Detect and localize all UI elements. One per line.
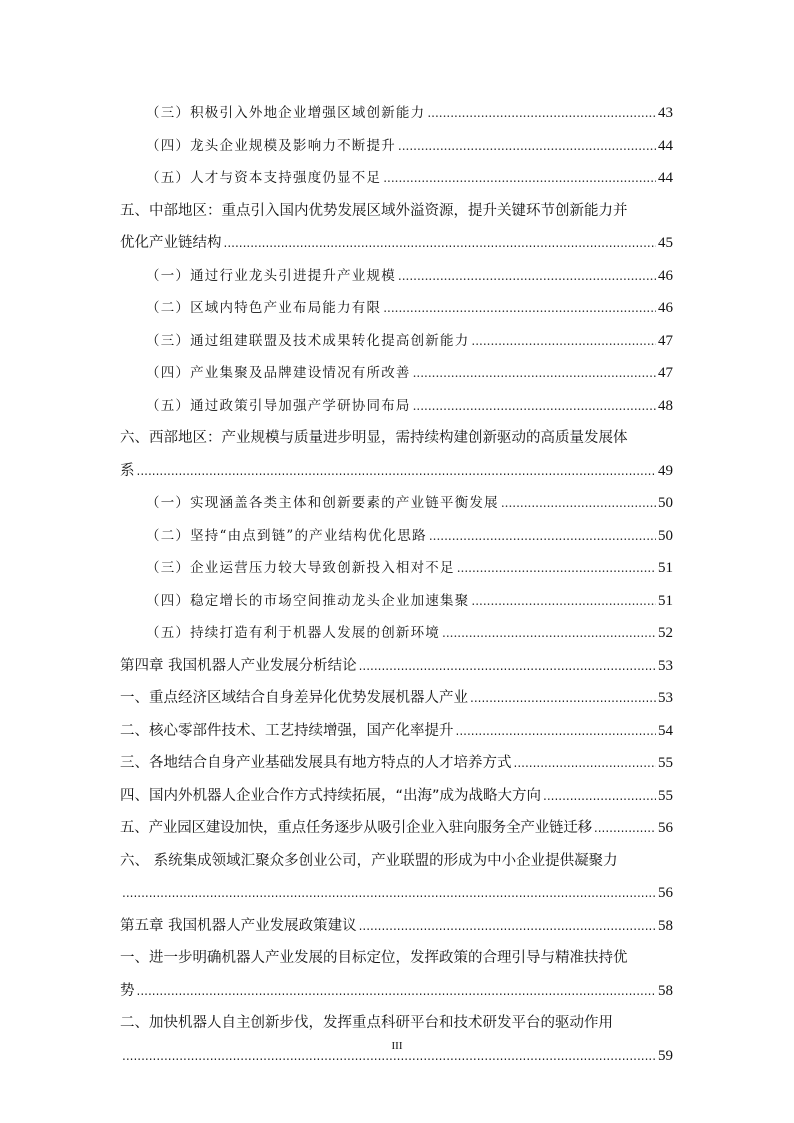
toc-entry-title: （四）产业集聚及品牌建设情况有所改善: [146, 365, 411, 381]
toc-leader-dots: [383, 292, 656, 325]
toc-leader-dots: [471, 585, 656, 618]
toc-entry-title: 第五章 我国机器人产业发展政策建议: [120, 917, 357, 934]
toc-entry-title-line1: 六、 系统集成领域汇聚众多创业公司，产业联盟的形成为中小企业提供凝聚力: [120, 852, 618, 869]
toc-entry[interactable]: [120, 942, 673, 1007]
toc-entry-title: 系: [120, 462, 135, 479]
toc-page-number: 54: [658, 722, 673, 739]
toc-entry-title: （五）持续打造有利于机器人发展的创新环境: [146, 625, 440, 641]
toc-entry-title: 优化产业链结构: [120, 235, 222, 251]
toc-entry-title: 一、重点经济区域结合自身差异化优势发展机器人产业: [120, 690, 468, 706]
toc-leader-dots: [224, 227, 657, 260]
toc-entry-title: （四）稳定增长的市场空间推动龙头企业加速集聚: [146, 592, 470, 609]
toc-leader-dots: [514, 747, 657, 780]
toc-entry[interactable]: [120, 195, 673, 260]
toc-leader-dots: [413, 357, 656, 390]
toc-entry[interactable]: [120, 422, 673, 487]
toc-page-number: 44: [658, 170, 673, 186]
toc-leader-dots: [122, 877, 656, 910]
toc-leader-dots: [543, 780, 656, 813]
toc-page-number: 55: [658, 755, 673, 771]
toc-page-number: 49: [658, 462, 673, 479]
page-folio: III: [391, 1040, 403, 1052]
toc-leader-dots: [501, 487, 656, 520]
toc-leader-dots: [137, 455, 657, 488]
toc-page-number: 46: [658, 267, 673, 284]
toc-page-number: 51: [658, 560, 673, 576]
toc-leader-dots: [594, 812, 656, 845]
toc-entry-title: 二、核心零部件技术、工艺持续增强，国产化率提升: [120, 722, 454, 739]
toc-leader-dots: [470, 682, 656, 715]
toc-entry[interactable]: [120, 552, 673, 585]
toc-page-number: 53: [658, 657, 673, 674]
toc-entry-title: 五、产业园区建设加快，重点任务逐步从吸引企业入驻向服务全产业链迁移: [120, 820, 592, 836]
toc-entry-title: 第四章 我国机器人产业发展分析结论: [120, 657, 357, 674]
toc-entry[interactable]: [120, 487, 673, 520]
toc-page-number: 59: [658, 1047, 673, 1064]
toc-entry-title: （三）积极引入外地企业增强区域创新能力: [146, 105, 426, 121]
toc-entry-title-line1: 五、中部地区：重点引入国内优势发展区域外溢资源，提升关键环节创新能力并: [120, 202, 628, 219]
toc-entry-title-line1: 六、西部地区：产业规模与质量进步明显，需持续构建创新驱动的高质量发展体: [120, 430, 628, 446]
toc-leader-dots: [427, 97, 656, 130]
toc-page-number: 44: [658, 137, 673, 154]
toc-page-number: 43: [658, 105, 673, 121]
toc-entry[interactable]: [120, 292, 673, 325]
toc-page-number: 53: [658, 690, 673, 706]
toc-entry[interactable]: [120, 780, 673, 813]
toc-entry-title: （一）实现涵盖各类主体和创新要素的产业链平衡发展: [146, 495, 499, 511]
toc-page-number: 47: [658, 365, 673, 381]
toc-entry[interactable]: [120, 130, 673, 163]
toc-leader-dots: [383, 162, 656, 195]
toc-entry-title: （二）区域内特色产业布局能力有限: [146, 300, 382, 316]
toc-entry-title: （一）通过行业龙头引进提升产业规模: [146, 267, 396, 284]
toc-entry-title-line1: 二、加快机器人自主创新步伐，发挥重点科研平台和技术研发平台的驱动作用: [120, 1015, 613, 1031]
toc-entry-title: 三、各地结合自身产业基础发展具有地方特点的人才培养方式: [120, 755, 512, 771]
toc-leader-dots: [359, 650, 656, 683]
toc-page-number: 50: [658, 527, 673, 544]
toc-leader-dots: [398, 260, 656, 293]
toc-page-number: 52: [658, 625, 673, 641]
toc-leader-dots: [456, 715, 657, 748]
toc-page-number: 47: [658, 332, 673, 349]
toc-entry-title: 势: [120, 982, 135, 999]
toc-entry[interactable]: [120, 650, 673, 683]
toc-entry[interactable]: [120, 747, 673, 780]
toc-entry[interactable]: [120, 357, 673, 390]
toc-entry[interactable]: [120, 617, 673, 650]
toc-entry[interactable]: [120, 97, 673, 130]
toc-entry[interactable]: [120, 910, 673, 943]
toc-entry[interactable]: [120, 812, 673, 845]
toc-entry-title: （三）企业运营压力较大导致创新投入相对不足: [146, 560, 455, 576]
toc-page-number: 58: [658, 917, 673, 934]
toc-page-number: 48: [658, 397, 673, 414]
toc-leader-dots: [429, 520, 656, 553]
toc-leader-dots: [137, 975, 657, 1008]
toc-leader-dots: [457, 552, 656, 585]
toc-leader-dots: [359, 910, 656, 943]
toc-entry[interactable]: [120, 845, 673, 910]
toc-entry-title: （二）坚持“由点到链”的产业结构优化思路: [146, 527, 427, 544]
toc-page-number: 56: [658, 820, 673, 836]
toc-leader-dots: [471, 325, 656, 358]
table-of-contents: [120, 97, 673, 1072]
toc-page-number: 56: [658, 885, 673, 901]
toc-entry-title: （三）通过组建联盟及技术成果转化提高创新能力: [146, 332, 470, 349]
toc-entry[interactable]: [120, 390, 673, 423]
toc-entry-title: （五）通过政策引导加强产学研协同布局: [146, 397, 411, 414]
toc-entry[interactable]: [120, 520, 673, 553]
toc-entry-title: （四）龙头企业规模及影响力不断提升: [146, 137, 396, 154]
toc-page-number: 46: [658, 300, 673, 316]
toc-page-number: 55: [658, 787, 673, 804]
toc-page-number: 45: [658, 235, 673, 251]
toc-entry-title-line1: 一、进一步明确机器人产业发展的目标定位，发挥政策的合理引导与精准扶持优: [120, 950, 628, 966]
toc-page-number: 51: [658, 592, 673, 609]
toc-entry-title: 四、国内外机器人企业合作方式持续拓展，“出海”成为战略大方向: [120, 787, 542, 804]
toc-leader-dots: [398, 130, 656, 163]
toc-entry[interactable]: [120, 325, 673, 358]
toc-entry-title: （五）人才与资本支持强度仍显不足: [146, 170, 382, 186]
toc-entry[interactable]: [120, 715, 673, 748]
toc-leader-dots: [413, 390, 656, 423]
toc-entry[interactable]: [120, 585, 673, 618]
toc-entry[interactable]: [120, 260, 673, 293]
toc-entry[interactable]: [120, 162, 673, 195]
toc-page-number: 58: [658, 982, 673, 999]
toc-entry[interactable]: [120, 682, 673, 715]
toc-leader-dots: [442, 617, 656, 650]
toc-page-number: 50: [658, 495, 673, 511]
